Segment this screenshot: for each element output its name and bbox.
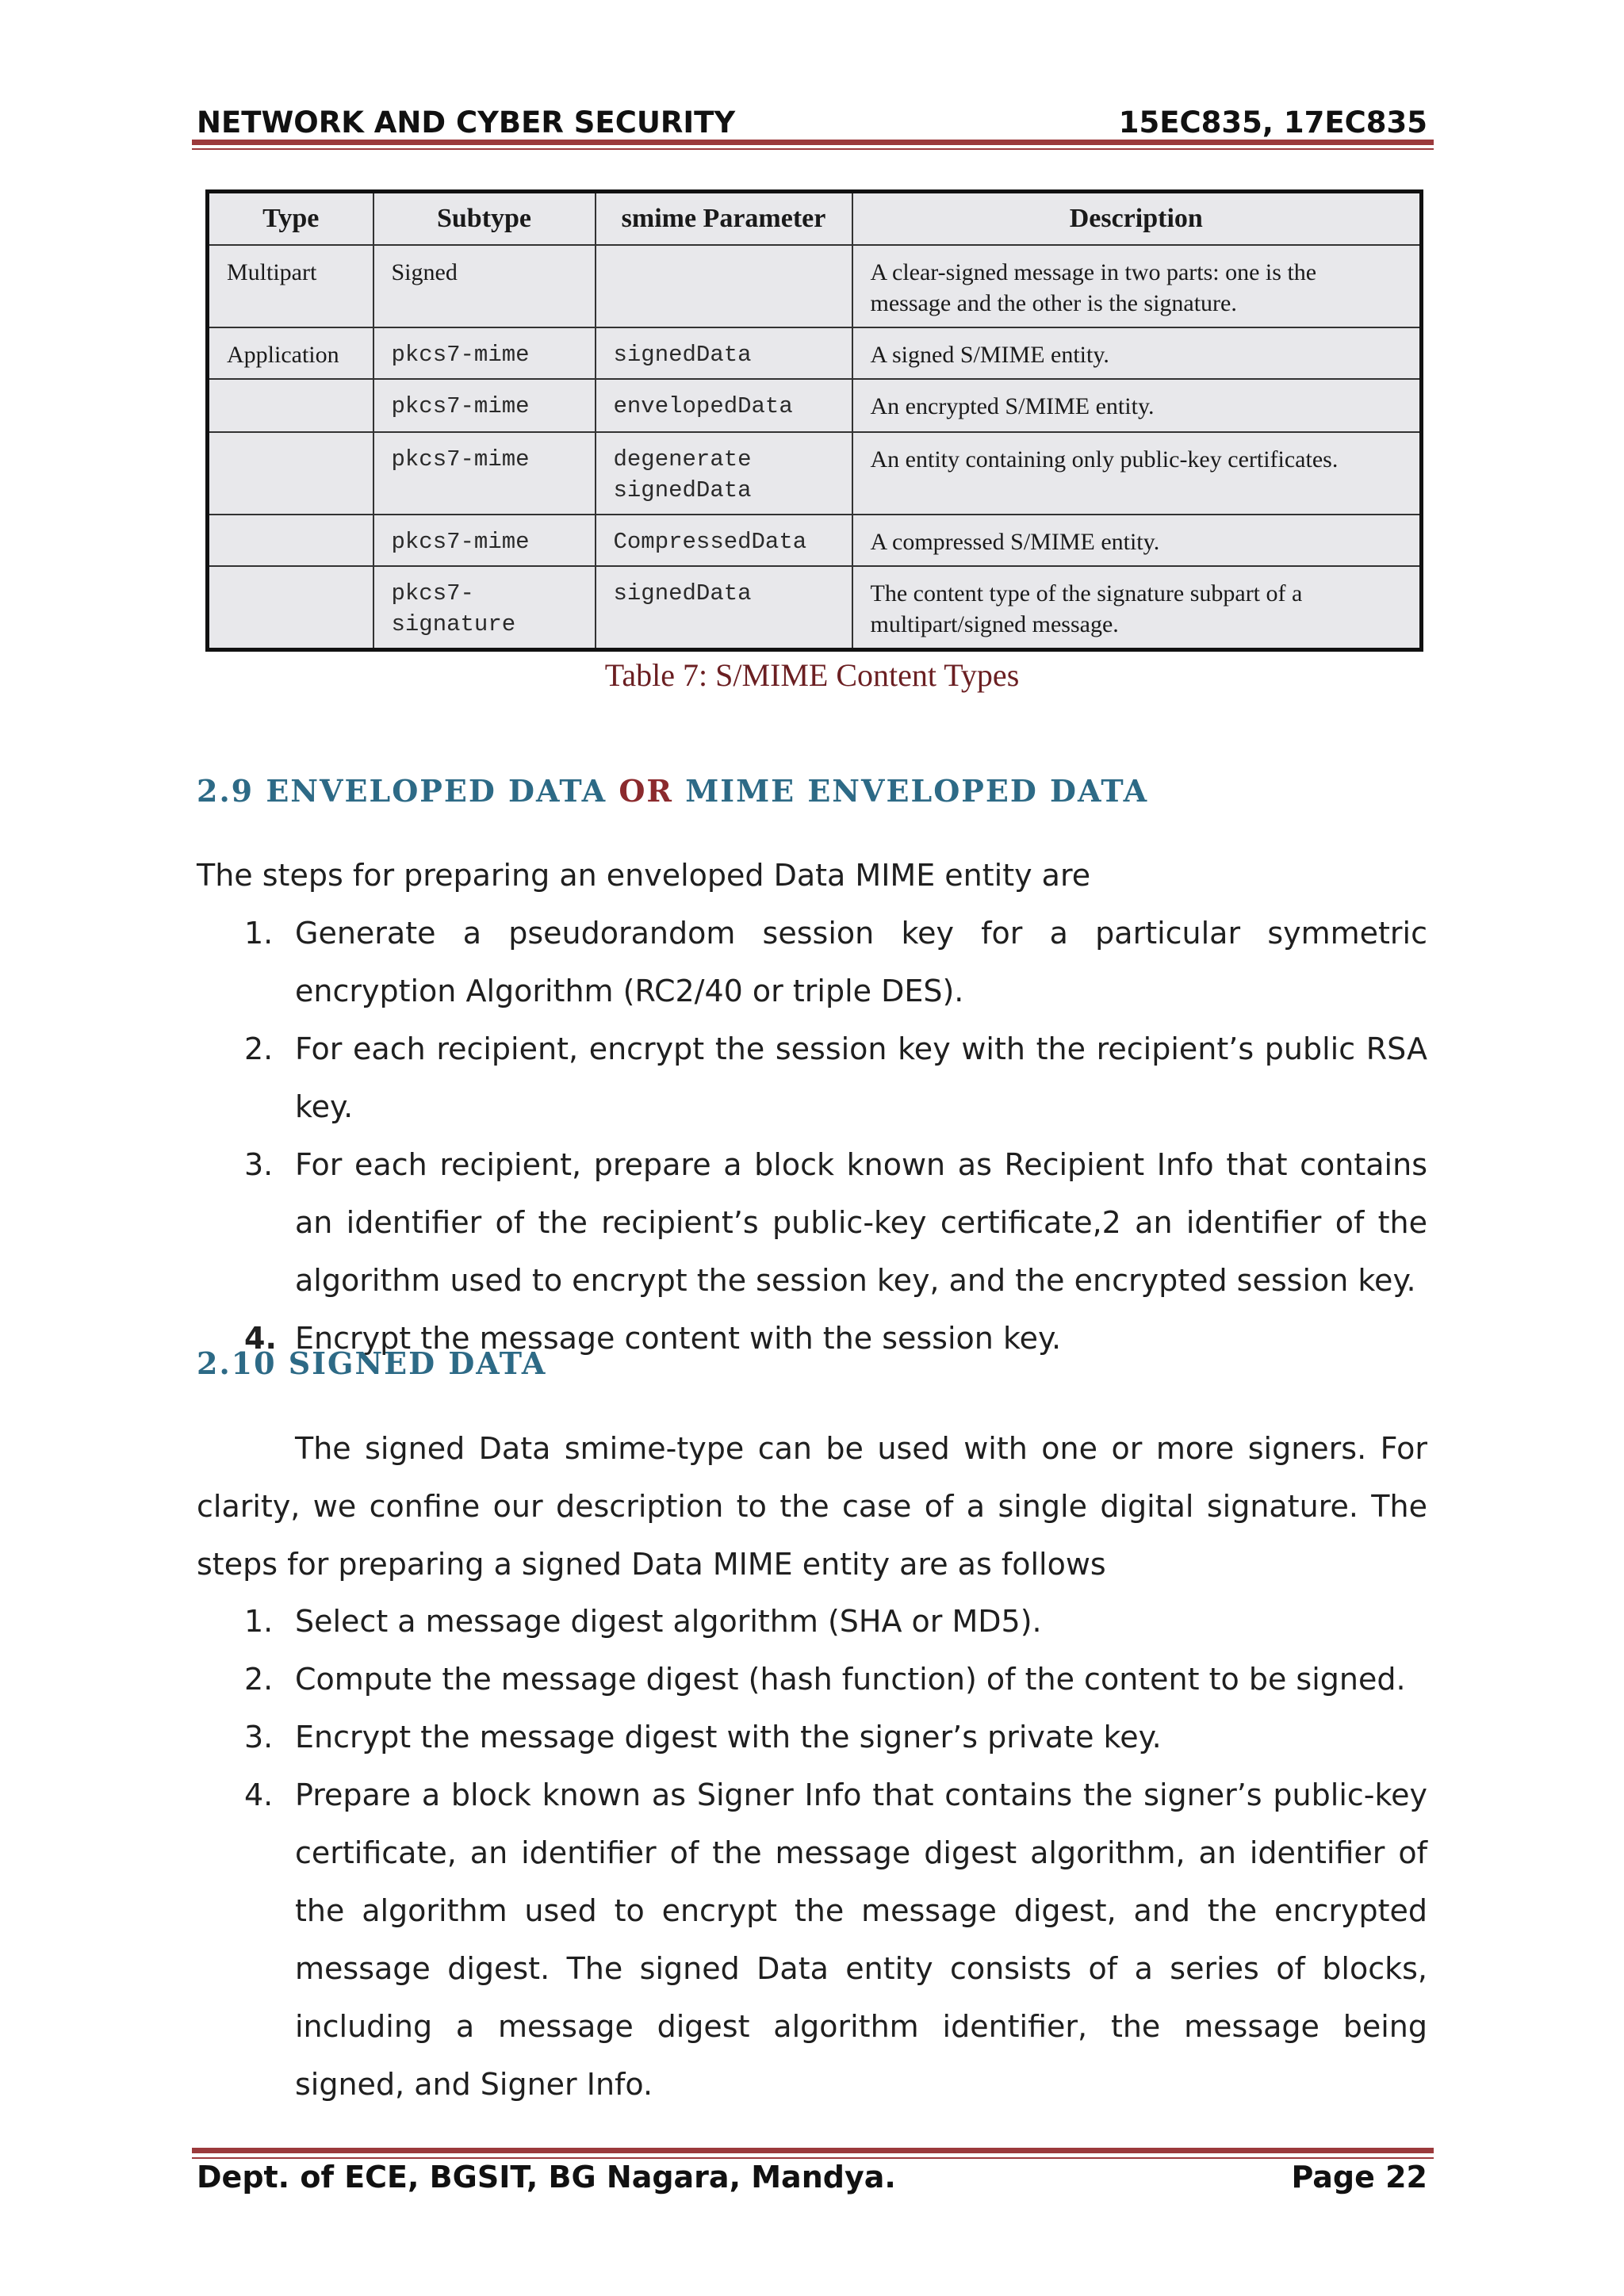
table-row [208, 432, 1422, 515]
list-text: Generate a pseudorandom session key for a particular symmetric encryption Algorithm (RC2/40 or triple DES). [295, 916, 1427, 1008]
table-cell-type: Multipart [208, 245, 373, 327]
table-header-cell: Description [852, 192, 1422, 246]
table-cell-description: A compressed S/MIME entity. [852, 515, 1422, 566]
header-course-title: NETWORK AND CYBER SECURITY [197, 105, 736, 140]
list-text: Encrypt the message content with the session key. [295, 1321, 1062, 1356]
smime-content-types-table [205, 189, 1423, 652]
footer-rule-thick [192, 2148, 1434, 2153]
table-header-cell: Subtype [373, 192, 596, 246]
heading-text: 2.9 ENVELOPED DATA [197, 773, 607, 809]
table-row [208, 566, 1422, 650]
header-course-code: 15EC835, 17EC835 [1118, 105, 1427, 140]
header-rule-thick [192, 140, 1434, 145]
list-item [197, 1766, 1427, 2114]
table-cell-subtype: pkcs7-signature [373, 566, 596, 650]
page-footer [197, 2160, 1427, 2195]
table-cell-subtype: Signed [373, 245, 596, 327]
footer-rule-thin [192, 2157, 1434, 2159]
heading-or: OR [619, 773, 673, 809]
table-row [208, 245, 1422, 327]
table-cell-parameter: CompressedData [596, 515, 852, 566]
table-row [208, 327, 1422, 379]
table-cell-subtype: pkcs7-mime [373, 327, 596, 379]
list-number: 1. [244, 916, 274, 951]
page-header [197, 97, 1427, 140]
signed-steps-list [197, 1593, 1427, 2114]
table-cell-type [208, 566, 373, 650]
list-number: 4. [244, 1777, 274, 1812]
list-text: Select a message digest algorithm (SHA or MD5). [295, 1604, 1042, 1639]
table-cell-type: Application [208, 327, 373, 379]
list-text: Compute the message digest (hash function) of the content to be signed. [295, 1662, 1406, 1697]
table-cell-type [208, 515, 373, 566]
list-number: 3. [244, 1147, 274, 1182]
list-number: 2. [244, 1662, 274, 1697]
table-cell-type [208, 379, 373, 432]
signed-data-intro: The signed Data smime-type can be used with one or more signers. For clarity, we confine our description to the case of a single digital signature. The steps for preparing a signed Data MIME entity are as follows [197, 1431, 1427, 1582]
list-number: 4. [244, 1321, 277, 1356]
table-header-row [208, 192, 1422, 246]
table-cell-subtype: pkcs7-mime [373, 515, 596, 566]
table-caption: Table 7: S/MIME Content Types [604, 657, 1020, 693]
header-rule-thin [192, 148, 1434, 150]
table-cell-description: A clear-signed message in two parts: one is the message and the other is the signature. [852, 245, 1422, 327]
list-item [197, 1593, 1427, 1651]
table-row [208, 515, 1422, 566]
table-header-cell: Type [208, 192, 373, 246]
list-text: Prepare a block known as Signer Info that contains the signer’s public-key certificate, an identifier of the message digest algorithm, an identifier of the algorithm used to encrypt the message digest, and the encrypted message digest. The signed Data entity consists of a series of blocks, including a message digest algorithm identifier, the message being signed, and Signer Info. [295, 1777, 1427, 2102]
list-number: 2. [244, 1031, 274, 1066]
table-cell-parameter: envelopedData [596, 379, 852, 432]
table-cell-description: An entity containing only public-key certificates. [852, 432, 1422, 515]
table-cell-description: A signed S/MIME entity. [852, 327, 1422, 379]
list-text: For each recipient, prepare a block known as Recipient Info that contains an identifier of the recipient’s public-key certificate,2 an identifier of the algorithm used to encrypt the session key, and the encrypted session key. [295, 1147, 1427, 1298]
table-cell-parameter: degenerate signedData [596, 432, 852, 515]
list-item [197, 905, 1427, 1020]
list-item [197, 1136, 1427, 1310]
section-heading-signed-data: 2.10 SIGNED DATA [197, 1345, 547, 1381]
list-number: 1. [244, 1604, 274, 1639]
list-text: Encrypt the message digest with the signer’s private key. [295, 1720, 1162, 1755]
section-heading-enveloped-data [197, 773, 1148, 809]
table-cell-type [208, 432, 373, 515]
table-row [208, 379, 1422, 432]
table-cell-parameter: signedData [596, 566, 852, 650]
list-item [197, 1709, 1427, 1766]
enveloped-intro: The steps for preparing an enveloped Data MIME entity are [197, 858, 1091, 893]
footer-institution: Dept. of ECE, BGSIT, BG Nagara, Mandya. [197, 2160, 896, 2195]
heading-text: MIME ENVELOPED DATA [685, 773, 1149, 809]
list-item [197, 1651, 1427, 1709]
list-item [197, 1020, 1427, 1136]
list-number: 3. [244, 1720, 274, 1755]
table-cell-description: The content type of the signature subpart of a multipart/signed message. [852, 566, 1422, 650]
table-cell-parameter [596, 245, 852, 327]
table-header-cell: smime Parameter [596, 192, 852, 246]
list-text: For each recipient, encrypt the session key with the recipient’s public RSA key. [295, 1031, 1427, 1124]
table-cell-subtype: pkcs7-mime [373, 432, 596, 515]
enveloped-steps-list [197, 905, 1427, 1368]
table-cell-description: An encrypted S/MIME entity. [852, 379, 1422, 432]
page-number: Page 22 [1291, 2160, 1427, 2195]
table-cell-parameter: signedData [596, 327, 852, 379]
table-cell-subtype: pkcs7-mime [373, 379, 596, 432]
